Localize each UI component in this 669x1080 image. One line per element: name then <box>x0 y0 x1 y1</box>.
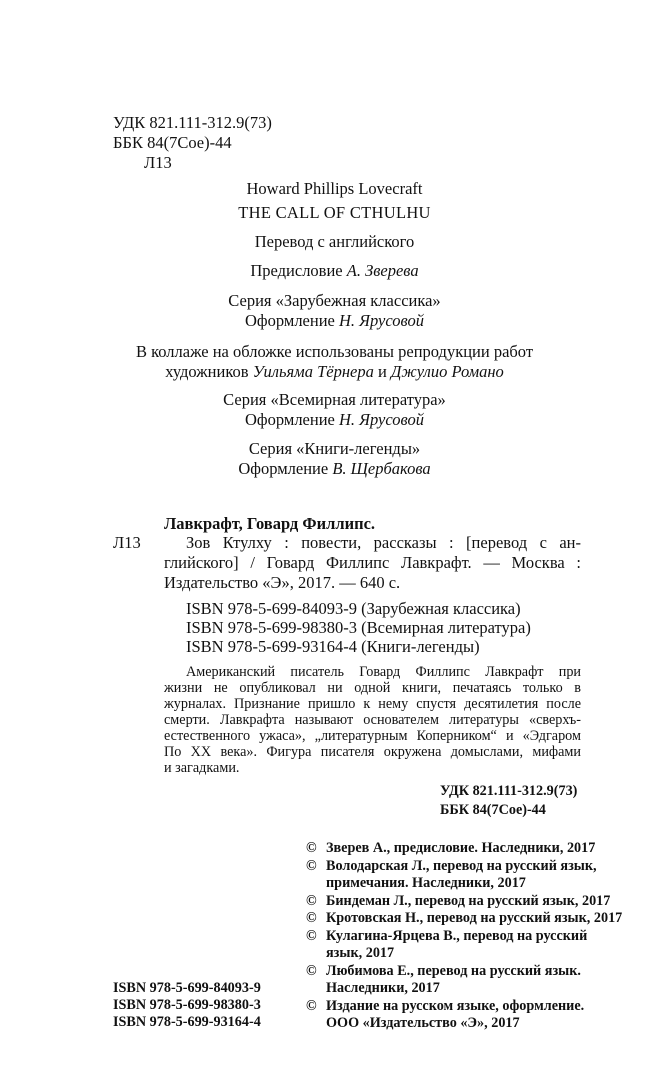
copyright-symbol: © <box>306 858 317 874</box>
series2-design-label: Оформление <box>245 410 335 429</box>
bib-isbn: ISBN 978-5-699-98380-3 (Всемирная литература) <box>186 618 531 637</box>
isbn-line: ISBN 978-5-699-93164-4 <box>113 1014 261 1030</box>
udk-code: УДК 821.111-312.9(73) <box>113 113 272 132</box>
preface-credit <box>0 262 669 280</box>
copyright-symbol: © <box>306 963 317 979</box>
preface-name: А. Зверева <box>346 261 419 280</box>
copyright-symbol: © <box>306 910 317 926</box>
isbn-line: ISBN 978-5-699-98380-3 <box>113 997 261 1013</box>
collage-artist1: Уильяма Тёрнера <box>252 362 374 381</box>
copyright-line: Кротовская Н., перевод на русский язык, 2017 <box>326 910 623 926</box>
footer-udk: УДК 821.111-312.9(73) <box>440 783 578 799</box>
series1-design-name: Н. Ярусовой <box>338 311 424 330</box>
bib-isbn: ISBN 978-5-699-84093-9 (Зарубежная классика) <box>186 599 521 618</box>
copyright-symbol: © <box>306 928 317 944</box>
footer-bbk: ББК 84(7Сое)-44 <box>440 802 546 818</box>
annotation-line: жизни не опубликовал ни одной книги, печатаясь только в <box>164 680 581 696</box>
copyright-line: Любимова Е., перевод на русский язык. <box>326 963 581 979</box>
annotation-line: и загадками. <box>164 760 240 776</box>
annotation-line: смерти. Лавкрафта называют основателем литературы «сверхъ- <box>164 712 581 728</box>
bib-heading: Лавкрафт, Говард Филлипс. <box>164 514 376 533</box>
copyright-symbol: © <box>306 998 317 1014</box>
copyright-line: ООО «Издательство «Э», 2017 <box>326 1015 520 1031</box>
original-author: Howard Phillips Lovecraft <box>246 179 423 198</box>
copyright-line: примечания. Наследники, 2017 <box>326 875 526 891</box>
bib-description-line3: Издательство «Э», 2017. — 640 с. <box>164 573 401 592</box>
copyright-line: язык, 2017 <box>326 945 395 961</box>
collage-artist2: Джулио Романо <box>390 362 504 381</box>
collage-line1: В коллаже на обложке использованы репродукции работ <box>135 342 534 361</box>
bib-isbn: ISBN 978-5-699-93164-4 (Книги-легенды) <box>186 637 480 656</box>
copyright-symbol: © <box>306 840 317 856</box>
bib-author-mark: Л13 <box>113 533 141 552</box>
collage-artists-label: художников <box>165 362 249 381</box>
series1-label: Серия «Зарубежная классика» <box>228 291 441 310</box>
copyright-line: Биндеман Л., перевод на русский язык, 2017 <box>326 893 611 909</box>
series3-label: Серия «Книги-легенды» <box>248 439 421 458</box>
translation-note: Перевод с английского <box>254 232 415 251</box>
bbk-code: ББК 84(7Сое)-44 <box>113 133 232 152</box>
bib-description-line1: Зов Ктулху : повести, рассказы : [перевод с ан- <box>186 533 581 552</box>
series1-design <box>0 312 669 330</box>
author-mark: Л13 <box>144 153 172 172</box>
annotation-line: журналах. Признание пришло к нему спустя десятилетия после <box>164 696 581 712</box>
series3-design-label: Оформление <box>238 459 329 478</box>
collage-line2 <box>0 363 669 381</box>
series3-design <box>0 460 669 478</box>
isbn-line: ISBN 978-5-699-84093-9 <box>113 980 261 996</box>
preface-label: Предисловие <box>250 261 343 280</box>
original-title: THE CALL OF CTHULHU <box>238 203 431 222</box>
copyright-line: Кулагина-Ярцева В., перевод на русский <box>326 928 588 944</box>
series2-design-name: Н. Ярусовой <box>338 410 424 429</box>
bib-description-line2: глийского] / Говард Филлипс Лавкрафт. — Москва : <box>164 553 581 572</box>
copyright-line: Зверев А., предисловие. Наследники, 2017 <box>326 840 596 856</box>
series2-design <box>0 411 669 429</box>
series1-design-label: Оформление <box>245 311 335 330</box>
copyright-line: Наследники, 2017 <box>326 980 440 996</box>
copyright-symbol: © <box>306 893 317 909</box>
collage-and: и <box>377 362 387 381</box>
copyright-line: Издание на русском языке, оформление. <box>326 998 585 1014</box>
annotation-line: По XX века». Фигура писателя окружена домыслами, мифами <box>164 744 581 760</box>
series3-design-name: В. Щербакова <box>332 459 431 478</box>
annotation-line: естественного ужаса», „литературным Коперником“ и «Эдгаром <box>164 728 581 744</box>
series2-label: Серия «Всемирная литература» <box>223 390 446 409</box>
annotation-line: Американский писатель Говард Филлипс Лавкрафт при <box>186 664 581 680</box>
copyright-line: Володарская Л., перевод на русский язык, <box>326 858 597 874</box>
